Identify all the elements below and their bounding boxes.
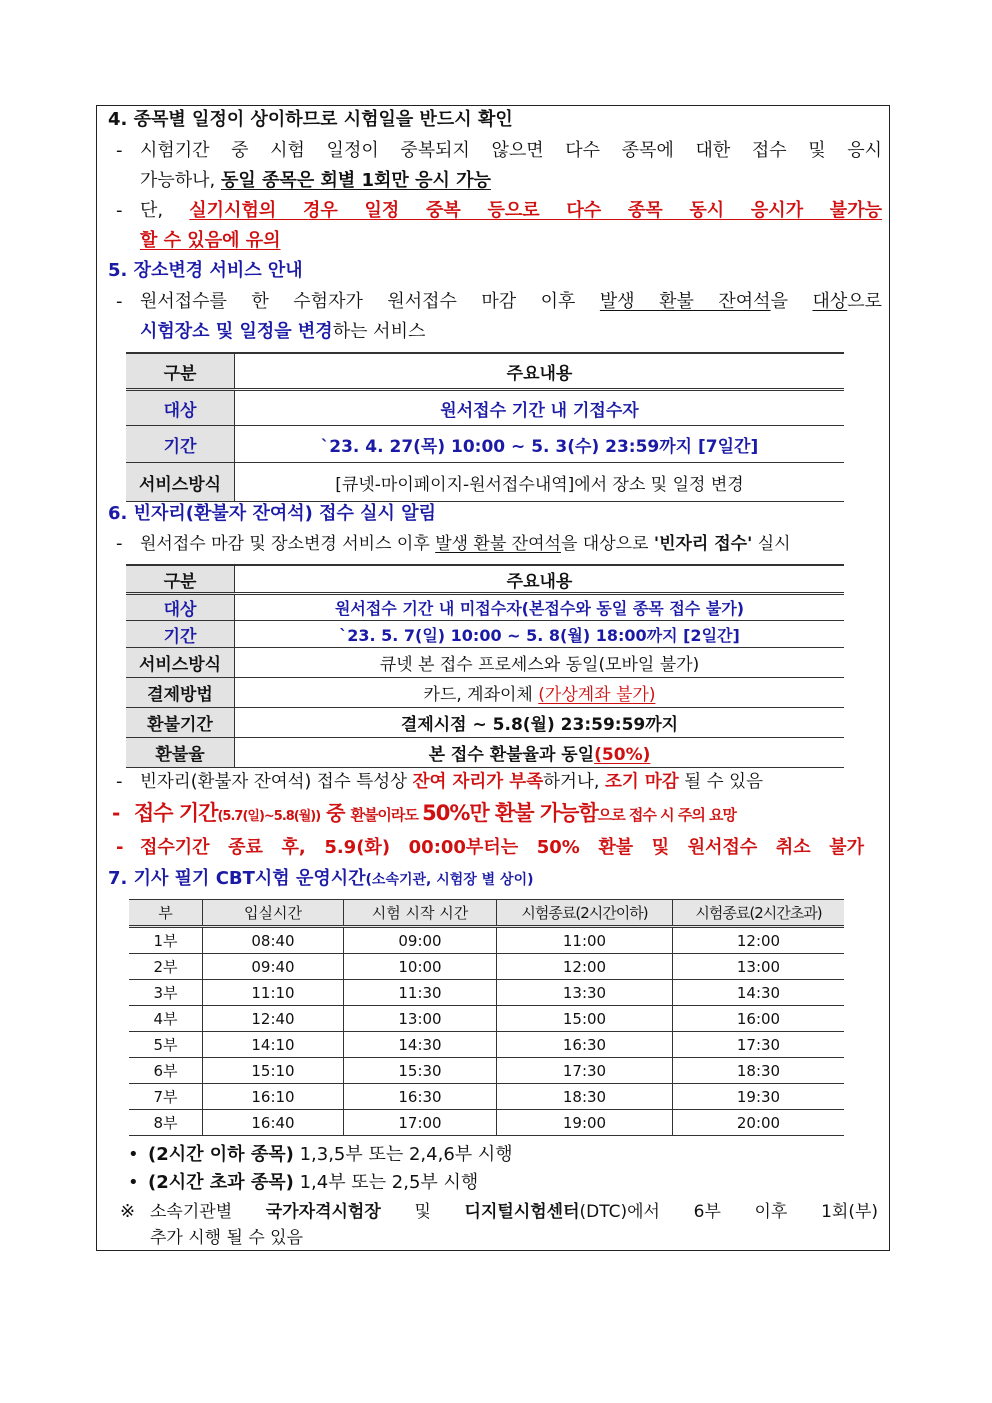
venue-change-table — [126, 352, 844, 502]
bullet-dash: - — [116, 140, 123, 161]
header-content: 주요내용 — [235, 565, 845, 594]
cell-start: 14:30 — [344, 1032, 497, 1058]
cell-session: 6부 — [129, 1058, 203, 1084]
row-key-period: 기간 — [126, 621, 235, 648]
row-key-refund-rate: 환불율 — [126, 738, 235, 768]
section6-desc: 원서접수 마감 및 장소변경 서비스 이후 발생 환불 잔여석을 대상으로 '빈자리 접수' 실시 — [140, 534, 791, 554]
cell-end-long: 19:30 — [673, 1084, 845, 1110]
bullet-dot: • — [128, 1144, 139, 1165]
row-key-payment: 결제방법 — [126, 678, 235, 708]
section7-bullet2: (2시간 초과 종목) 1,4부 또는 2,5부 시행 — [148, 1172, 479, 1193]
section4-heading: 4. 종목별 일정이 상이하므로 시험일을 반드시 확인 — [108, 109, 513, 130]
table-row — [126, 648, 844, 678]
row-value-target: 원서접수 기간 내 기접수자 — [235, 390, 845, 426]
cell-end-long: 18:30 — [673, 1058, 845, 1084]
section4-bullet1-line2: 가능하나, 동일 종목은 회별 1회만 응시 가능 — [140, 170, 491, 191]
row-value-payment: 카드, 계좌이체 (가상계좌 불가) — [235, 678, 845, 708]
header-session: 부 — [129, 900, 203, 927]
table-row — [126, 594, 844, 621]
cell-session: 3부 — [129, 980, 203, 1006]
header-category: 구분 — [126, 565, 235, 594]
header-category: 구분 — [126, 353, 235, 390]
table-row — [129, 1110, 844, 1136]
cbt-schedule-table — [129, 899, 844, 1136]
table-row — [129, 1084, 844, 1110]
cell-session: 4부 — [129, 1006, 203, 1032]
section7-bullet1: (2시간 이하 종목) 1,3,5부 또는 2,4,6부 시행 — [148, 1144, 513, 1165]
row-value-service: [큐넷-마이페이지-원서접수내역]에서 장소 및 일정 변경 — [235, 463, 845, 502]
cell-end-short: 11:00 — [497, 927, 673, 954]
row-key-period: 기간 — [126, 426, 235, 463]
row-key-target: 대상 — [126, 390, 235, 426]
cell-end-long: 20:00 — [673, 1110, 845, 1136]
cell-entry: 16:10 — [203, 1084, 344, 1110]
header-content: 주요내용 — [235, 353, 845, 390]
table-row — [126, 708, 844, 738]
section5-desc-line1: 원서접수를 한 수험자가 원서접수 마감 이후 발생 환불 잔여석을 대상으로 — [140, 291, 882, 312]
cell-end-long: 13:00 — [673, 954, 845, 980]
cell-session: 1부 — [129, 927, 203, 954]
row-key-refund-period: 환불기간 — [126, 708, 235, 738]
cell-entry: 08:40 — [203, 927, 344, 954]
cell-end-long: 17:30 — [673, 1032, 845, 1058]
row-key-service: 서비스방식 — [126, 463, 235, 502]
table-row — [129, 954, 844, 980]
cell-start: 10:00 — [344, 954, 497, 980]
section6-heading: 6. 빈자리(환불자 잔여석) 접수 실시 알림 — [108, 503, 436, 524]
table-row — [126, 621, 844, 648]
cell-start: 09:00 — [344, 927, 497, 954]
cell-end-short: 13:30 — [497, 980, 673, 1006]
cell-end-short: 12:00 — [497, 954, 673, 980]
header-end-over-2h: 시험종료(2시간초과) — [673, 900, 845, 927]
row-value-refund-period: 결제시점 ~ 5.8(월) 23:59:59까지 — [235, 708, 845, 738]
row-value-refund-rate: 본 접수 환불율과 동일(50%) — [235, 738, 845, 768]
note-mark: ※ — [120, 1201, 136, 1222]
cell-start: 13:00 — [344, 1006, 497, 1032]
section7-note-line1: 소속기관별 국가자격시험장 및 디지털시험센터(DTC)에서 6부 이후 1회(부) — [150, 1202, 879, 1222]
cell-end-short: 17:30 — [497, 1058, 673, 1084]
row-value-period: `23. 4. 27(목) 10:00 ~ 5. 3(수) 23:59까지 [7일간] — [235, 426, 845, 463]
bullet-dot: • — [128, 1172, 139, 1193]
bullet-dash: - — [116, 533, 123, 554]
bullet-dash: - — [116, 837, 124, 858]
row-value-service: 큐넷 본 접수 프로세스와 동일(모바일 불가) — [235, 648, 845, 678]
header-entry-time: 입실시간 — [203, 900, 344, 927]
bullet-dash: - — [112, 801, 121, 825]
cell-start: 11:30 — [344, 980, 497, 1006]
section4-bullet2-line1: 단, 실기시험의 경우 일정 중복 등으로 다수 종목 동시 응시가 불가능 — [140, 200, 882, 221]
cell-end-short: 15:00 — [497, 1006, 673, 1032]
section4-bullet2-line2: 할 수 있음에 유의 — [140, 230, 281, 251]
section6-note3: 접수기간 종료 후, 5.9(화) 00:00부터는 50% 환불 및 원서접수 취소 불가 — [140, 837, 864, 858]
cell-session: 2부 — [129, 954, 203, 980]
table-row — [129, 980, 844, 1006]
section6-note1: 빈자리(환불자 잔여석) 접수 특성상 잔여 자리가 부족하거나, 조기 마감 될 수 있음 — [140, 772, 763, 792]
section5-desc-line2: 시험장소 및 일정을 변경하는 서비스 — [140, 321, 426, 342]
table-row — [129, 927, 844, 954]
bullet-dash: - — [116, 291, 123, 312]
table-row — [126, 390, 844, 426]
cell-session: 7부 — [129, 1084, 203, 1110]
table-row — [129, 1006, 844, 1032]
section7-heading: 7. 기사 필기 CBT시험 운영시간(소속기관, 시험장 별 상이) — [108, 868, 534, 889]
cell-session: 8부 — [129, 1110, 203, 1136]
header-end-2h-or-less: 시험종료(2시간이하) — [497, 900, 673, 927]
cell-end-short: 16:30 — [497, 1032, 673, 1058]
section7-note-line2: 추가 시행 될 수 있음 — [150, 1228, 303, 1248]
table-header-row — [126, 565, 844, 594]
table-row — [126, 678, 844, 708]
vacancy-table — [126, 564, 844, 768]
table-row — [126, 738, 844, 768]
table-row — [126, 463, 844, 502]
section5-heading: 5. 장소변경 서비스 안내 — [108, 260, 303, 281]
cell-entry: 11:10 — [203, 980, 344, 1006]
header-start-time: 시험 시작 시간 — [344, 900, 497, 927]
cell-entry: 09:40 — [203, 954, 344, 980]
table-row — [126, 426, 844, 463]
table-header-row — [126, 353, 844, 390]
row-key-service: 서비스방식 — [126, 648, 235, 678]
cell-entry: 15:10 — [203, 1058, 344, 1084]
cell-session: 5부 — [129, 1032, 203, 1058]
bullet-dash: - — [116, 771, 123, 792]
cell-entry: 14:10 — [203, 1032, 344, 1058]
cell-start: 17:00 — [344, 1110, 497, 1136]
table-row — [129, 1032, 844, 1058]
row-value-period: `23. 5. 7(일) 10:00 ~ 5. 8(월) 18:00까지 [2일간] — [235, 621, 845, 648]
section6-note2: 접수 기간(5.7(일)~5.8(월)) 중 환불이라도 50%만 환불 가능함으로 접수 시 주의 요망 — [134, 801, 737, 825]
cell-start: 16:30 — [344, 1084, 497, 1110]
row-key-target: 대상 — [126, 594, 235, 621]
table-row — [129, 1058, 844, 1084]
cell-entry: 16:40 — [203, 1110, 344, 1136]
cell-end-long: 16:00 — [673, 1006, 845, 1032]
bullet-dash: - — [116, 200, 123, 221]
cell-end-short: 19:00 — [497, 1110, 673, 1136]
cell-end-long: 12:00 — [673, 927, 845, 954]
table-header-row — [129, 900, 844, 927]
cell-entry: 12:40 — [203, 1006, 344, 1032]
row-value-target: 원서접수 기간 내 미접수자(본접수와 동일 종목 접수 불가) — [235, 594, 845, 621]
cell-end-long: 14:30 — [673, 980, 845, 1006]
section4-bullet1-line1: 시험기간 중 시험 일정이 중복되지 않으면 다수 종목에 대한 접수 및 응시 — [140, 140, 882, 161]
cell-start: 15:30 — [344, 1058, 497, 1084]
cell-end-short: 18:30 — [497, 1084, 673, 1110]
